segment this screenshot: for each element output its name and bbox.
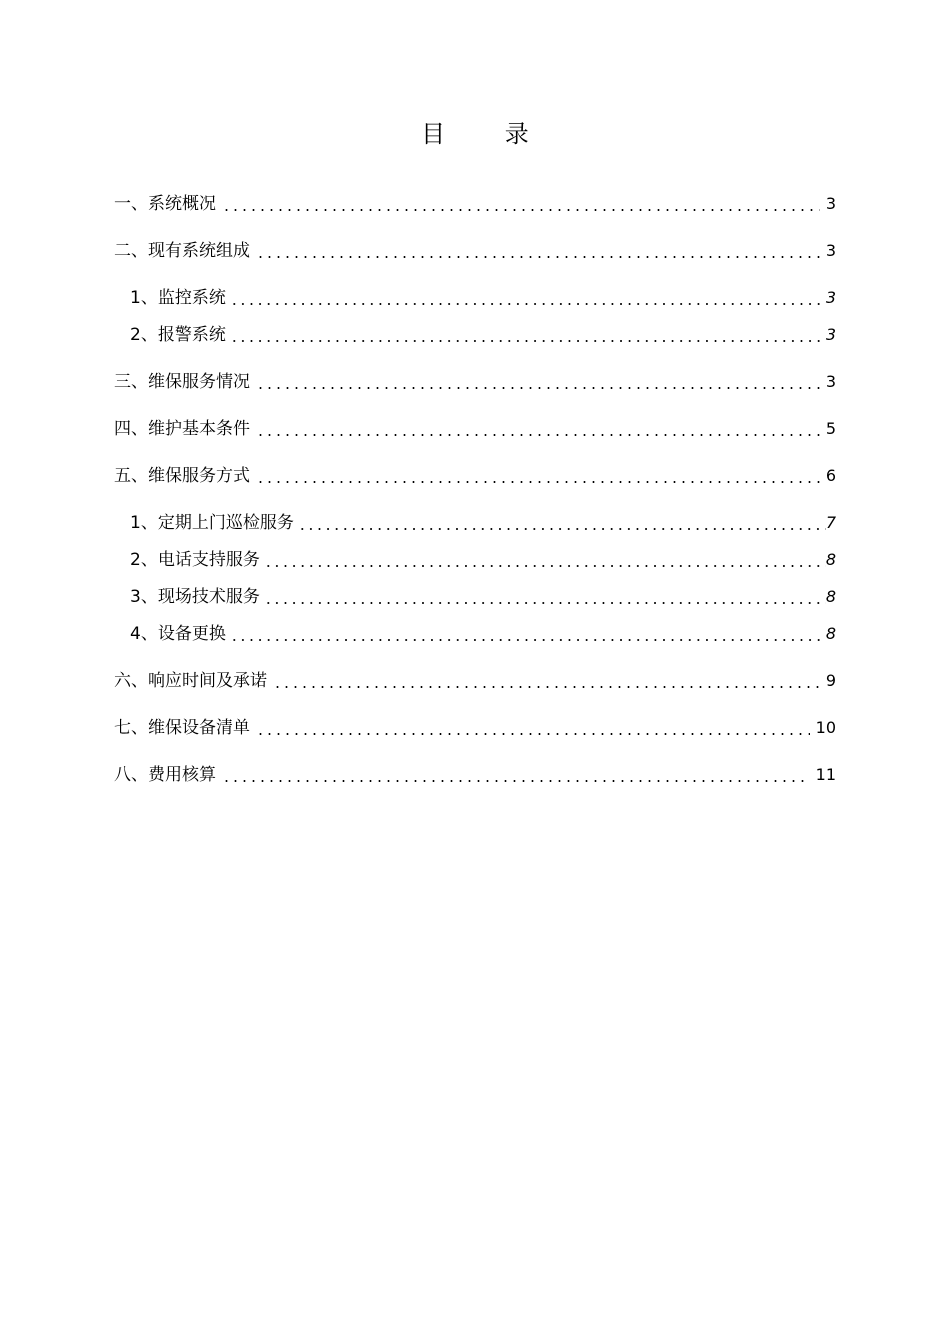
toc-entry[interactable] [114, 191, 836, 217]
toc-entry-label: 一、系统概况 [114, 194, 216, 214]
toc-entry-page: 3 [825, 241, 836, 260]
toc-dot-leader [264, 584, 826, 610]
toc-subentry[interactable] [130, 547, 836, 573]
toc-dot-leader [230, 621, 826, 647]
toc-entry-label: 1、监控系统 [130, 288, 226, 308]
toc-entry-label: 六、响应时间及承诺 [114, 671, 267, 691]
toc-dot-leader [256, 369, 820, 395]
toc-entry[interactable] [114, 715, 836, 741]
toc-list [114, 0, 836, 1344]
toc-entry-label: 2、报警系统 [130, 325, 226, 345]
toc-subentry[interactable] [130, 322, 836, 348]
toc-dot-leader [256, 416, 820, 442]
toc-dot-leader [256, 715, 810, 741]
toc-entry-label: 五、维保服务方式 [114, 466, 250, 486]
toc-entry[interactable] [114, 369, 836, 395]
toc-entry[interactable] [114, 416, 836, 442]
toc-entry-page: 9 [825, 671, 836, 690]
toc-entry-page: 10 [815, 718, 836, 737]
toc-entry-page: 8 [825, 624, 836, 643]
toc-dot-leader [230, 322, 826, 348]
toc-entry-page: 7 [825, 513, 836, 532]
toc-entry-label: 三、维保服务情况 [114, 372, 250, 392]
toc-entry[interactable] [114, 463, 836, 489]
toc-entry-label: 八、费用核算 [114, 765, 216, 785]
toc-entry[interactable] [114, 668, 836, 694]
toc-entry-page: 11 [815, 765, 836, 784]
toc-entry-page: 6 [825, 466, 836, 485]
toc-entry-page: 3 [825, 288, 836, 307]
toc-subentry[interactable] [130, 584, 836, 610]
toc-dot-leader [256, 463, 820, 489]
toc-dot-leader [256, 238, 820, 264]
toc-subentry[interactable] [130, 621, 836, 647]
toc-title: 目 录 [421, 120, 555, 148]
toc-dot-leader [230, 285, 826, 311]
toc-dot-leader [273, 668, 820, 694]
toc-entry-label: 七、维保设备清单 [114, 718, 250, 738]
toc-entry-page: 3 [825, 372, 836, 391]
toc-entry-label: 1、定期上门巡检服务 [130, 513, 294, 533]
toc-dot-leader [264, 547, 826, 573]
toc-entry-label: 2、电话支持服务 [130, 550, 260, 570]
toc-dot-leader [298, 510, 826, 536]
toc-entry[interactable] [114, 762, 836, 788]
toc-entry-label: 4、设备更换 [130, 624, 226, 644]
toc-entry-label: 二、现有系统组成 [114, 241, 250, 261]
toc-subentry[interactable] [130, 510, 836, 536]
toc-entry-page: 3 [825, 325, 836, 344]
toc-subentry[interactable] [130, 285, 836, 311]
toc-entry-page: 8 [825, 587, 836, 606]
toc-entry[interactable] [114, 238, 836, 264]
toc-dot-leader [222, 191, 820, 217]
toc-entry-label: 3、现场技术服务 [130, 587, 260, 607]
toc-entry-page: 3 [825, 194, 836, 213]
toc-dot-leader [222, 762, 810, 788]
toc-entry-page: 8 [825, 550, 836, 569]
toc-entry-label: 四、维护基本条件 [114, 419, 250, 439]
toc-entry-page: 5 [825, 419, 836, 438]
